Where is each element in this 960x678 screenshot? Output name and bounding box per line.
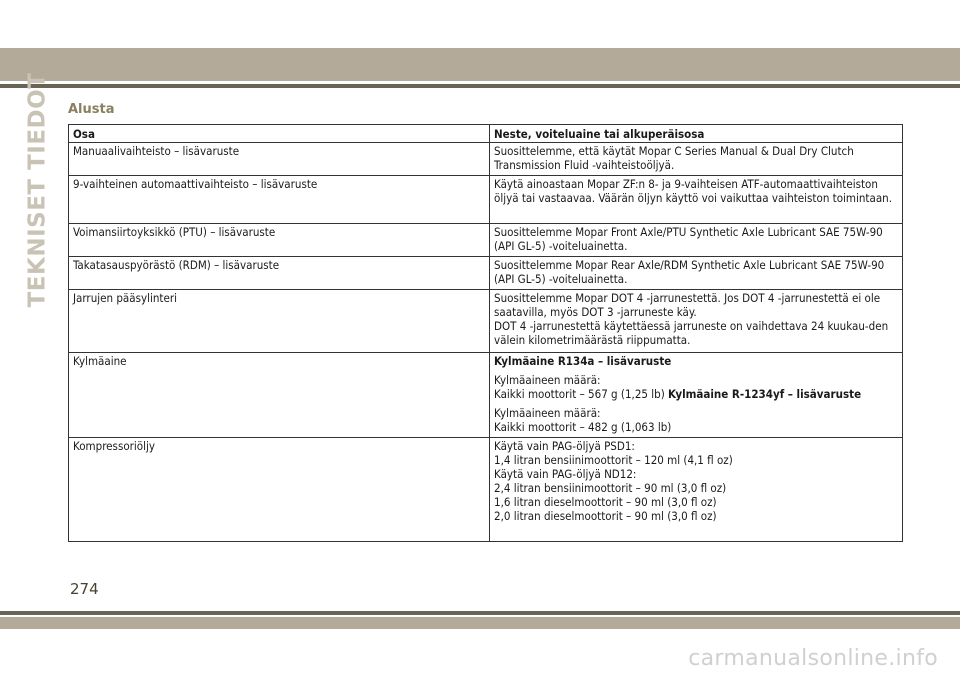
fluid-cell: [490, 176, 903, 224]
table-header-row: [69, 125, 903, 143]
fluid-text: Suosittelemme Mopar Front Axle/PTU Synthetic Axle Lubricant SAE 75W-90 (API GL-5) -voiteluainetta.: [494, 225, 883, 253]
fluid-cell: [490, 290, 903, 353]
part-cell: Voimansiirtoyksikkö (PTU) – lisävaruste: [69, 224, 490, 257]
part-cell: Jarrujen pääsylinteri: [69, 290, 490, 353]
table-row: [69, 290, 903, 353]
watermark: carmanualsonline.info: [688, 646, 938, 671]
table-row: [69, 438, 903, 542]
refrigerant-amount-label: Kylmäaineen määrä:: [494, 373, 601, 387]
side-chapter-title-text: TEKNISET TIEDOT: [24, 72, 51, 308]
fluid-text: Käytä ainoastaan Mopar ZF:n 8- ja 9-vaihteisen ATF-automaattivaihteiston öljyä tai vastaavaa. Väärän öljyn käyttö voi vaikuttaa vaihteiston toimintaan.: [494, 177, 893, 205]
fluid-cell: [490, 143, 903, 176]
table-row: [69, 176, 903, 224]
table-row: [69, 143, 903, 176]
oil-spec-line: 1,6 litran dieselmoottorit – 90 ml (3,0 fl oz): [494, 495, 717, 509]
fluid-cell: [490, 438, 903, 542]
fluid-text: DOT 4 -jarrunestettä käytettäessä jarruneste on vaihdettava 24 kuukau-den välein kilometrimäärästä riippumatta.: [494, 319, 889, 347]
oil-spec-line: 1,4 litran bensiinimoottorit – 120 ml (4,1 fl oz): [494, 453, 733, 467]
part-cell: Takatasauspyörästö (RDM) – lisävaruste: [69, 257, 490, 290]
part-cell: 9-vaihteinen automaattivaihteisto – lisävaruste: [69, 176, 490, 224]
section-title: Alusta: [68, 102, 115, 117]
refrigerant-amount-value: Kaikki moottorit – 567 g (1,25 lb): [494, 387, 665, 401]
header-rule: [0, 84, 960, 88]
oil-spec-line: 2,4 litran bensiinimoottorit – 90 ml (3,0 fl oz): [494, 481, 727, 495]
oil-spec-line: Käytä vain PAG-öljyä PSD1:: [494, 439, 635, 453]
header-band: [0, 48, 960, 81]
footer-band: [0, 617, 960, 629]
refrigerant-heading: Kylmäaine R-1234yf – lisävaruste: [668, 387, 862, 401]
side-chapter-title: [22, 72, 52, 308]
part-cell: Kompressoriöljy: [69, 438, 490, 542]
oil-spec-line: 2,0 litran dieselmoottorit – 90 ml (3,0 fl oz): [494, 509, 717, 523]
fluid-text: Suosittelemme, että käytät Mopar C Series Manual & Dual Dry Clutch Transmission Fluid -vaihteistoöljyä.: [494, 144, 854, 172]
part-cell: Manuaalivaihteisto – lisävaruste: [69, 143, 490, 176]
page-number: 274: [70, 580, 99, 598]
refrigerant-amount-label: Kylmäaineen määrä:: [494, 406, 601, 420]
oil-spec-line: Käytä vain PAG-öljyä ND12:: [494, 467, 637, 481]
table-row: [69, 353, 903, 438]
fluid-text: Suosittelemme Mopar Rear Axle/RDM Synthetic Axle Lubricant SAE 75W-90 (API GL-5) -voiteluainetta.: [494, 258, 885, 286]
table-row: [69, 224, 903, 257]
footer-rule: [0, 611, 960, 615]
table-row: [69, 257, 903, 290]
refrigerant-heading: Kylmäaine R134a – lisävaruste: [494, 354, 672, 368]
column-header-part: Osa: [69, 125, 490, 143]
column-header-fluid: Neste, voiteluaine tai alkuperäisosa: [490, 125, 903, 143]
refrigerant-amount-line: [494, 387, 898, 401]
fluid-cell: [490, 224, 903, 257]
fluid-cell: [490, 353, 903, 438]
fluid-cell: [490, 257, 903, 290]
fluid-text: Suosittelemme Mopar DOT 4 -jarrunestettä. Jos DOT 4 -jarrunestettä ei ole saatavilla, myös DOT 3 -jarruneste käy.: [494, 291, 881, 319]
part-cell: Kylmäaine: [69, 353, 490, 438]
fluids-table: [68, 124, 903, 542]
refrigerant-amount-value: Kaikki moottorit – 482 g (1,063 lb): [494, 420, 672, 434]
